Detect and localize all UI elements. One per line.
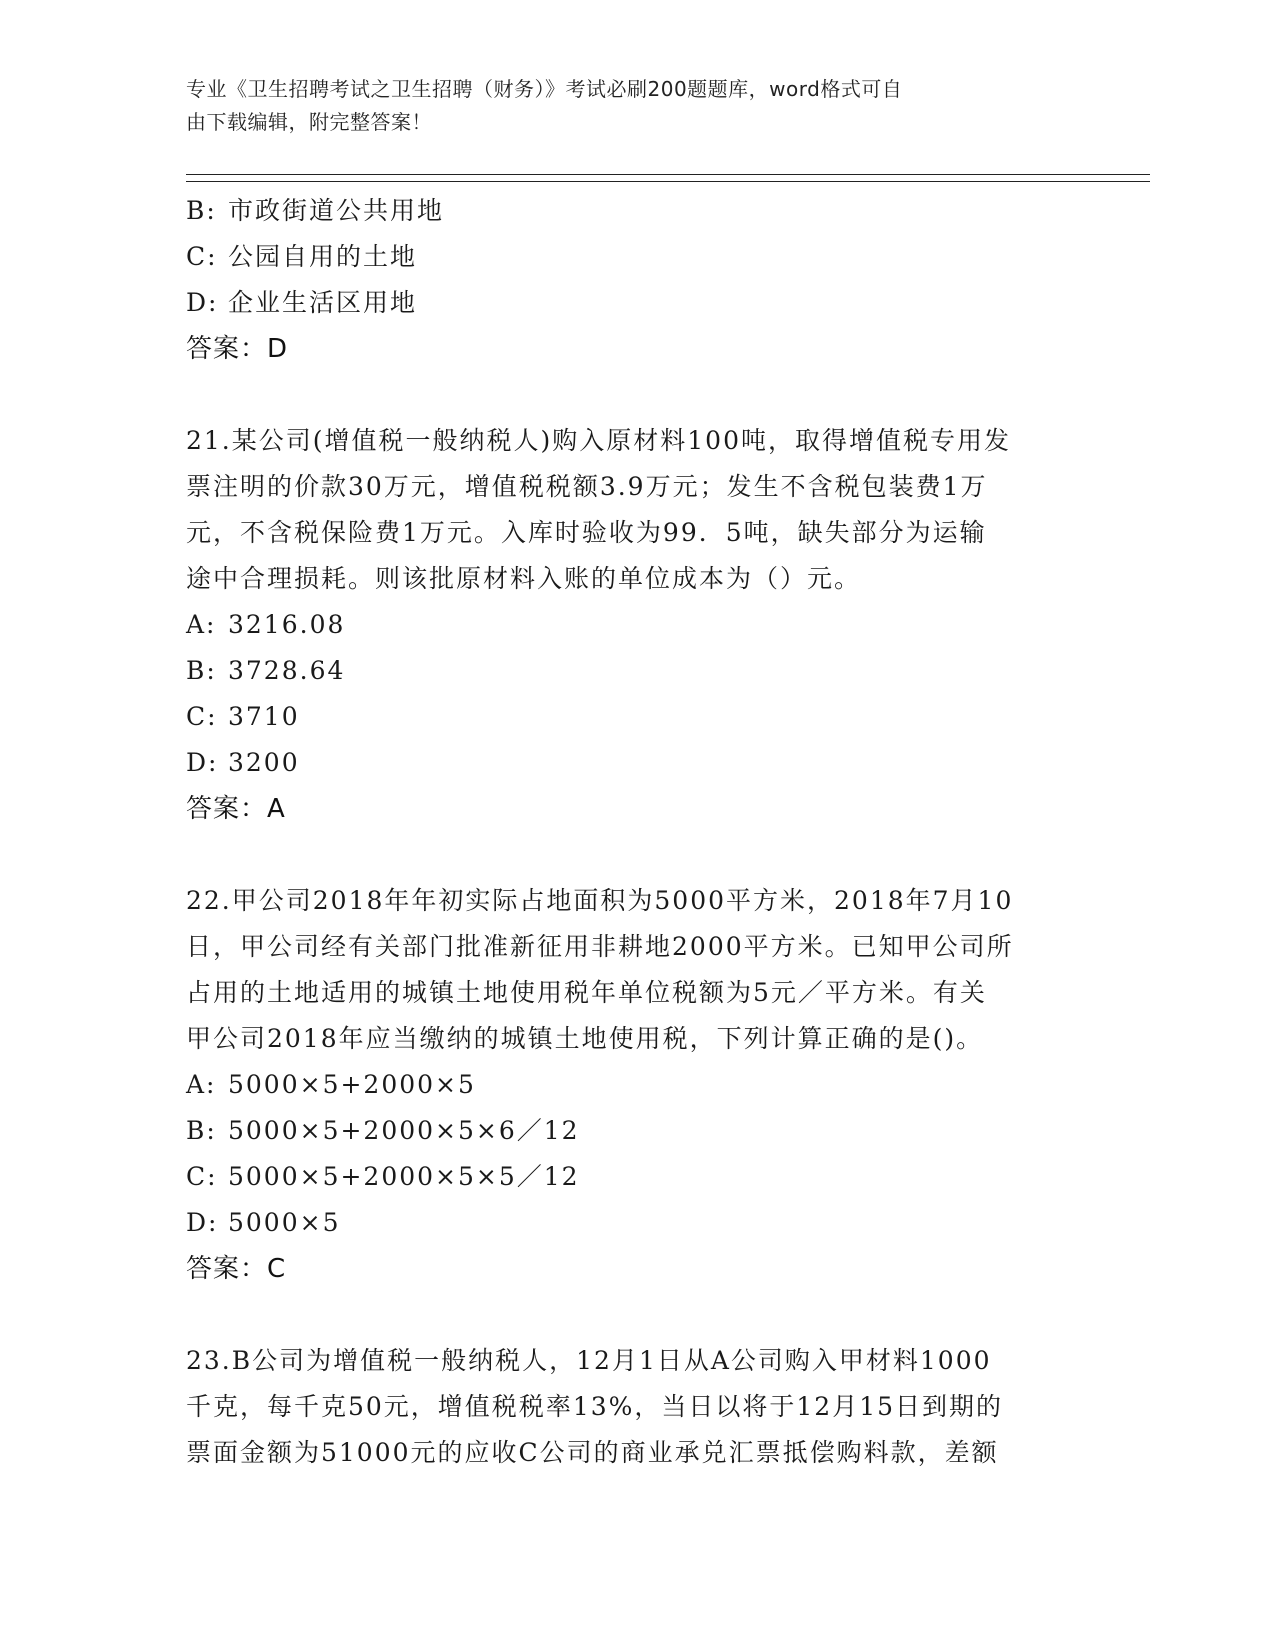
spacer bbox=[186, 372, 1086, 418]
option-letter: C: bbox=[186, 702, 218, 731]
option-text: 市政街道公共用地 bbox=[228, 196, 445, 225]
option-letter: D: bbox=[186, 748, 219, 777]
option-letter: B: bbox=[186, 656, 217, 685]
header-rule-bottom bbox=[186, 181, 1150, 182]
option-d bbox=[186, 1200, 1086, 1246]
option-letter: B: bbox=[186, 196, 217, 225]
option-text: 公园自用的土地 bbox=[228, 242, 418, 271]
spacer bbox=[186, 1292, 1086, 1338]
header-line-2: 由下载编辑，附完整答案！ bbox=[186, 110, 432, 134]
spacer bbox=[186, 832, 1086, 878]
option-letter: C: bbox=[186, 1162, 218, 1191]
option-a bbox=[186, 1062, 1086, 1108]
option-c bbox=[186, 694, 1086, 740]
option-text: 5000×5 bbox=[228, 1208, 341, 1237]
question-text-line: 元，不含税保险费1万元。入库时验收为99．5吨，缺失部分为运输 bbox=[186, 518, 987, 547]
answer-line: 答案：D bbox=[186, 334, 289, 364]
option-letter: C: bbox=[186, 242, 218, 271]
option-d bbox=[186, 740, 1086, 786]
question-text-line: 21.某公司(增值税一般纳税人)购入原材料100吨，取得增值税专用发 bbox=[186, 426, 1011, 455]
option-c bbox=[186, 1154, 1086, 1200]
option-letter: D: bbox=[186, 288, 219, 317]
question-text-line: 22.甲公司2018年年初实际占地面积为5000平方米，2018年7月10 bbox=[186, 886, 1014, 915]
option-text: 5000×5+2000×5×5／12 bbox=[228, 1162, 580, 1191]
option-letter: D: bbox=[186, 1208, 219, 1237]
option-letter: B: bbox=[186, 1116, 217, 1145]
question-22 bbox=[186, 878, 1086, 1292]
option-d bbox=[186, 280, 1086, 326]
question-text-line: 日，甲公司经有关部门批准新征用非耕地2000平方米。已知甲公司所 bbox=[186, 932, 1014, 961]
option-text: 5000×5+2000×5×6／12 bbox=[228, 1116, 580, 1145]
question-text-line: 途中合理损耗。则该批原材料入账的单位成本为（）元。 bbox=[186, 564, 862, 593]
document-header bbox=[186, 73, 1066, 139]
prev-question bbox=[186, 188, 1086, 372]
option-text: 3710 bbox=[228, 702, 300, 731]
question-21 bbox=[186, 418, 1086, 832]
answer-line: 答案：C bbox=[186, 1254, 287, 1284]
option-text: 3216.08 bbox=[228, 610, 346, 639]
option-text: 3200 bbox=[228, 748, 300, 777]
option-a bbox=[186, 602, 1086, 648]
option-c bbox=[186, 234, 1086, 280]
question-text-line: 票面金额为51000元的应收C公司的商业承兑汇票抵偿购料款，差额 bbox=[186, 1438, 999, 1467]
question-text-line: 甲公司2018年应当缴纳的城镇土地使用税，下列计算正确的是()。 bbox=[186, 1024, 984, 1053]
header-line-1: 专业《卫生招聘考试之卫生招聘（财务）》考试必刷200题题库，word格式可自 bbox=[186, 77, 903, 101]
answer-line: 答案：A bbox=[186, 794, 286, 824]
question-text-line: 票注明的价款30万元，增值税税额3.9万元；发生不含税包装费1万 bbox=[186, 472, 988, 501]
header-rule-top bbox=[186, 174, 1150, 175]
question-text-line: 千克，每千克50元，增值税税率13%，当日以将于12月15日到期的 bbox=[186, 1392, 1004, 1421]
option-text: 企业生活区用地 bbox=[228, 288, 418, 317]
option-b bbox=[186, 648, 1086, 694]
question-text-line: 23.B公司为增值税一般纳税人，12月1日从A公司购入甲材料1000 bbox=[186, 1346, 992, 1375]
option-text: 3728.64 bbox=[228, 656, 346, 685]
question-23 bbox=[186, 1338, 1086, 1476]
option-letter: A: bbox=[186, 610, 217, 639]
option-letter: A: bbox=[186, 1070, 217, 1099]
option-b bbox=[186, 1108, 1086, 1154]
option-b bbox=[186, 188, 1086, 234]
question-text-line: 占用的土地适用的城镇土地使用税年单位税额为5元／平方米。有关 bbox=[186, 978, 987, 1007]
document-body bbox=[186, 188, 1086, 1476]
option-text: 5000×5+2000×5 bbox=[228, 1070, 476, 1099]
